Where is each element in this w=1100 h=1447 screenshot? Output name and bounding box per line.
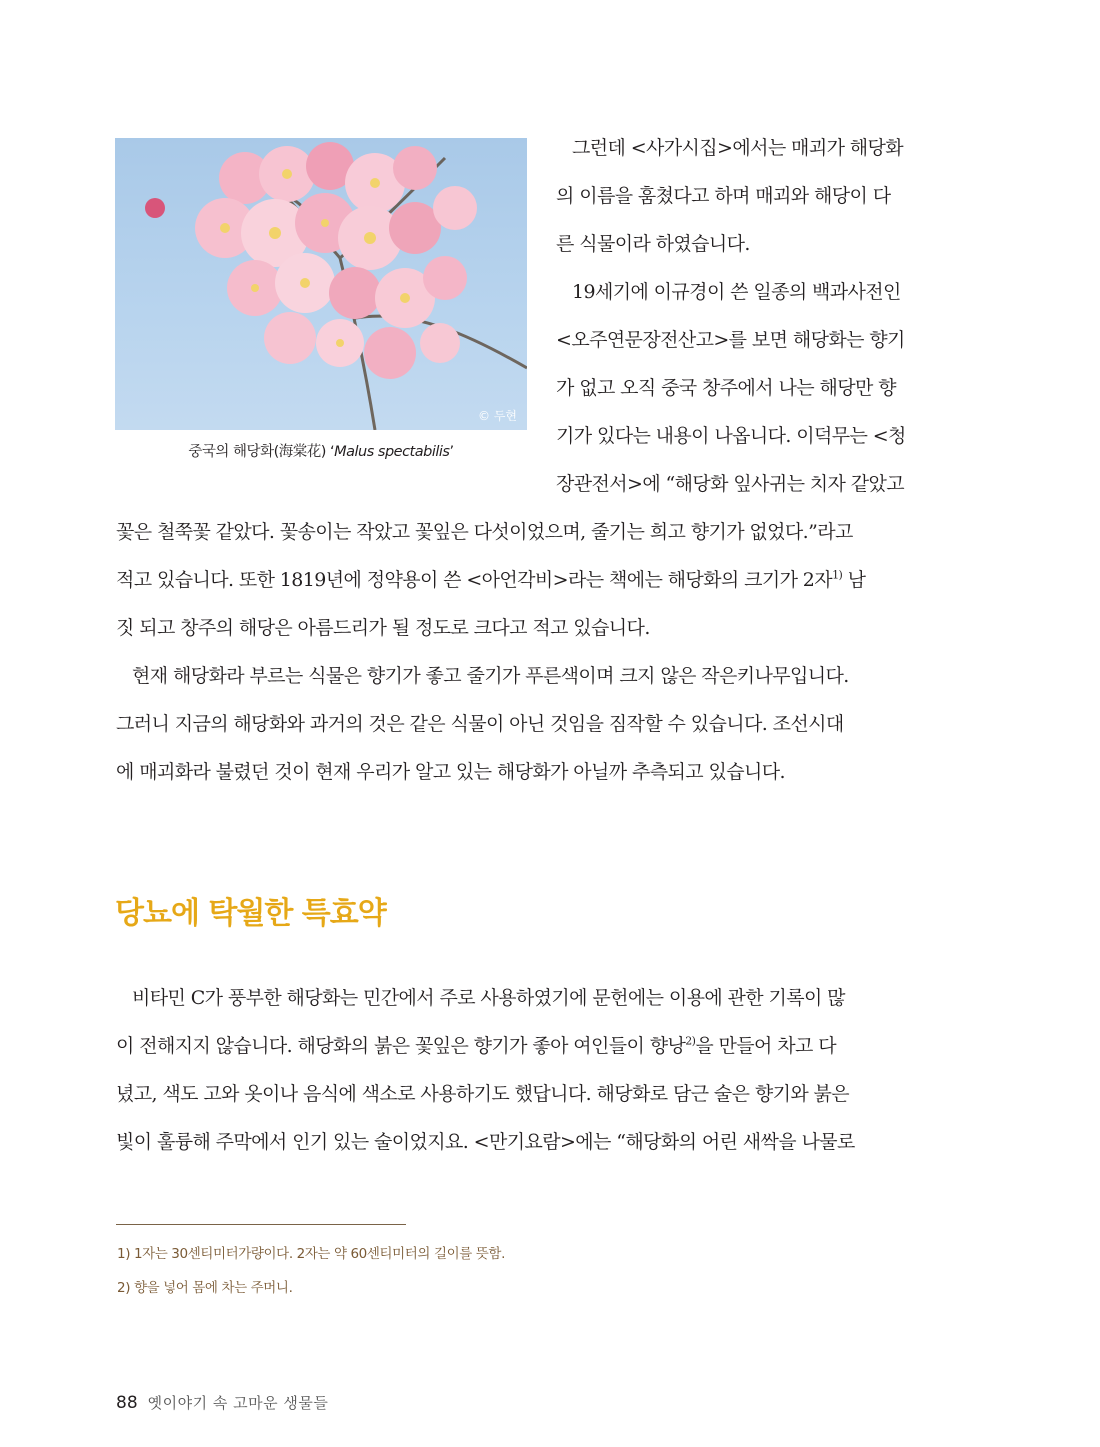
text-line: <오주연문장전산고>를 보면 해당화는 향기 [556, 329, 905, 351]
text-segment: 이 전해지지 않습니다. 해당화의 붉은 꽃잎은 향기가 좋아 여인들이 향낭 [116, 1035, 686, 1057]
footnote-1: 1) 1자는 30센티미터가량이다. 2자는 약 60센티미터의 길이를 뜻함. [117, 1246, 505, 1262]
text-line: 19세기에 이규경이 쓴 일종의 백과사전인 [572, 281, 901, 303]
paragraph-2-narrow [556, 268, 962, 508]
figure-caption [115, 440, 527, 461]
haedanghwa-photo [115, 138, 527, 430]
text-line: 른 식물이라 하였습니다. [556, 233, 750, 255]
text-line: 기가 있다는 내용이 나옵니다. 이덕무는 <청 [556, 425, 906, 447]
text-line: 장관전서>에 “해당화 잎사귀는 치자 같았고 [556, 473, 905, 495]
text-line: 에 매괴화라 불렸던 것이 현재 우리가 알고 있는 해당화가 아닐까 추측되고 있습니다. [116, 761, 785, 783]
text-line: 꽃은 철쭉꽃 같았다. 꽃송이는 작았고 꽃잎은 다섯이었으며, 줄기는 희고 향기가 없었다.”라고 [116, 521, 853, 543]
caption-latin-name: Malus spectabilis [334, 444, 450, 460]
paragraph-4 [116, 974, 964, 1166]
text-line: 현재 해당화라 부르는 식물은 향기가 좋고 줄기가 푸른색이며 크지 않은 작은키나무입니다. [132, 665, 849, 687]
figure [115, 138, 527, 461]
text-line: 짓 되고 창주의 해당은 아름드리가 될 정도로 크다고 적고 있습니다. [116, 617, 650, 639]
caption-korean: 중국의 해당화(海棠花) ‘ [188, 444, 335, 460]
text-line: 녔고, 색도 고와 옷이나 음식에 색소로 사용하기도 했답니다. 해당화로 담근 술은 향기와 붉은 [116, 1083, 850, 1105]
footnote-ref-1: 1) [832, 568, 843, 582]
footnote-ref-2: 2) [685, 1034, 696, 1048]
footnote-divider [116, 1224, 406, 1225]
text-segment: 남 [842, 569, 866, 591]
paragraph-2-wide [116, 508, 964, 652]
book-title: 옛이야기 속 고마운 생물들 [147, 1394, 329, 1412]
blossom-illustration [115, 138, 527, 430]
text-line [116, 1022, 964, 1070]
text-line: 비타민 C가 풍부한 해당화는 민간에서 주로 사용하였기에 문헌에는 이용에 관한 기록이 많 [132, 987, 845, 1009]
text-line: 빛이 훌륭해 주막에서 인기 있는 술이었지요. <만기요람>에는 “해당화의 어린 새싹을 나물로 [116, 1131, 855, 1153]
text-line: 의 이름을 훔쳤다고 하며 매괴와 해당이 다 [556, 185, 891, 207]
text-segment: 을 만들어 차고 다 [695, 1035, 836, 1057]
caption-end-quote: ’ [449, 444, 454, 460]
section-heading: 당뇨에 탁월한 특효약 [115, 896, 386, 931]
footnote-2: 2) 향을 넣어 몸에 차는 주머니. [117, 1280, 293, 1296]
text-line: 그런데 <사가시집>에서는 매괴가 해당화 [572, 137, 904, 159]
page-footer [116, 1392, 328, 1413]
text-segment: 적고 있습니다. 또한 1819년에 정약용이 쓴 <아언각비>라는 책에는 해당화의 크기가 2자 [116, 569, 833, 591]
paragraph-3 [116, 652, 964, 796]
photo-credit: © 두현 [478, 409, 517, 423]
page-number: 88 [116, 1393, 138, 1413]
text-line: 그러니 지금의 해당화와 과거의 것은 같은 식물이 아닌 것임을 짐작할 수 있습니다. 조선시대 [116, 713, 844, 735]
paragraph-1 [556, 124, 962, 268]
text-line [116, 556, 964, 604]
text-line: 가 없고 오직 중국 창주에서 나는 해당만 향 [556, 377, 896, 399]
